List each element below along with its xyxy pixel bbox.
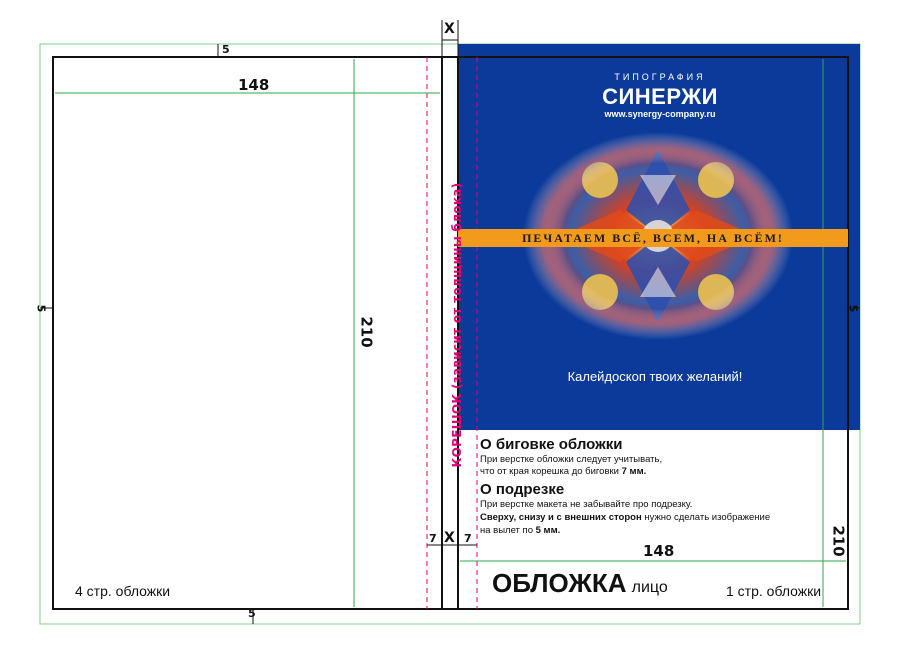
front-cover-title	[492, 568, 668, 599]
banner-text: ПЕЧАТАЕМ ВСЁ, ВСЕМ, НА ВСЁМ!	[522, 231, 784, 245]
folding-line2-bold: 7 мм.	[621, 466, 647, 477]
trim-line2	[480, 511, 840, 524]
spine-symbol-top: X	[444, 21, 455, 37]
brand-top-line: ТИПОГРАФИЯ	[614, 72, 706, 82]
trim-line3-text: на вылет по	[480, 525, 536, 536]
dim-front-height: 210	[829, 525, 848, 557]
trim-line1: При верстке макета не забывайте про подрезку.	[480, 499, 693, 510]
dim-back-height: 210	[357, 316, 376, 348]
notes-block	[480, 436, 840, 537]
dim-bleed-right: 5	[846, 304, 860, 313]
spine-symbol-bottom: X	[444, 530, 455, 546]
brand-name: СИНЕРЖИ	[602, 84, 718, 109]
folding-line2	[480, 466, 840, 478]
dim-bleed-bottom: 5	[248, 607, 256, 620]
folding-title: О биговке обложки	[480, 436, 623, 453]
trim-title: О подрезке	[480, 481, 565, 498]
dim-back-width: 148	[238, 76, 270, 94]
front-cover-label: 1 стр. обложки	[726, 583, 822, 599]
trim-line3	[480, 524, 840, 537]
back-cover-label: 4 стр. обложки	[75, 583, 171, 599]
slogan-text: Калейдоскоп твоих желаний!	[567, 369, 743, 384]
trim-line3-bold: 5 мм.	[535, 525, 561, 536]
spine-label: КОРЕШОК (зависит от толщины блока)	[450, 182, 464, 468]
dim-bleed-left: 5	[34, 304, 48, 313]
dim-front-width: 148	[643, 542, 675, 560]
fold-margin-front: 7	[464, 532, 472, 545]
brand-url: www.synergy-company.ru	[604, 109, 716, 119]
fold-margin-back: 7	[429, 532, 437, 545]
dim-bleed-top: 5	[222, 43, 230, 56]
folding-line1: При верстке обложки следует учитывать,	[480, 454, 663, 465]
front-title-big: ОБЛОЖКА	[492, 568, 627, 598]
trim-line2-bold: Сверху, снизу и с внешних сторон	[480, 512, 642, 523]
folding-line2-text: что от края корешка до биговки	[480, 466, 622, 477]
trim-line2-text: нужно сделать изображение	[641, 512, 771, 523]
front-title-small: лицо	[631, 579, 668, 596]
